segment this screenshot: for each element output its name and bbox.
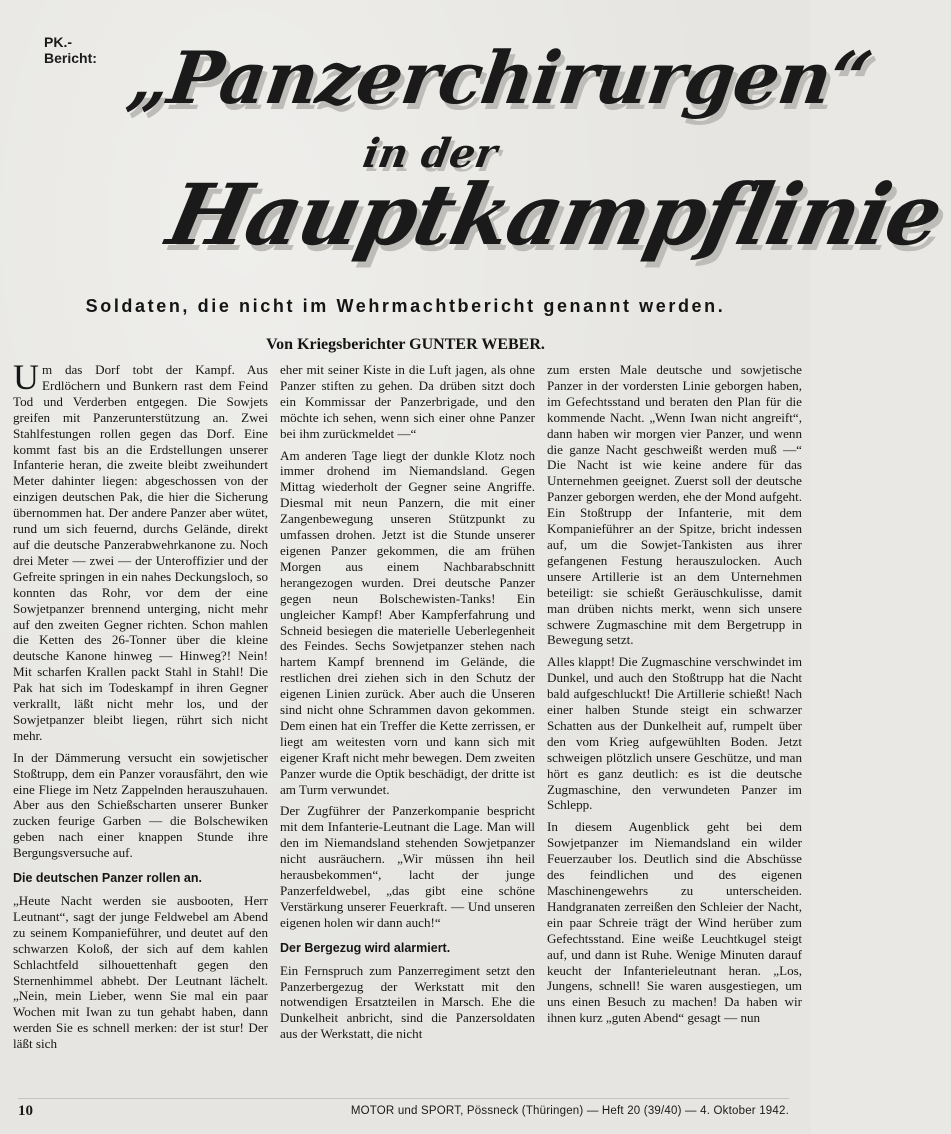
byline: Von Kriegsberichter GUNTER WEBER.	[266, 336, 545, 353]
paragraph: Der Zugführer der Panzerkompanie bespricht mit dem Infanterie-Leutnant die Lage. Man will den im Niemandsland stehenden Sowjetpanzer nicht ausräuchern. „Wir müssen ihn heil herausbekommen“, lacht der junge Panzerfeldwebel, „das gibt eine schöne Verstärkung unserer Feuerkraft. — Und unseren eigenen holen wir dann auch!“	[280, 803, 535, 930]
paragraph-text: m das Dorf tobt der Kampf. Aus Erdlöchern und Bunkern rast dem Feind Tod und Verderben entgegen. Die Sowjets greifen mit Panzerunterstützung an. Zwei Stahlfestungen rollen gegen das Dorf. Eine kommt fast bis an die Erdstellungen unserer Infanterie heran, die zweite bleibt zweihundert Meter dahinter liegen: abgeschossen von der einzigen deutschen Pak, die hier die Sicherung übernommen hat. Der andere Panzer aber wütet, rund um sich feuernd, durchs Gelände, direkt auf die deutsche Panzerabwehrkanone zu. Noch drei Meter — zwei — der Unteroffizier und der Gefreite springen in ein nahes Deckungsloch, so konnten das Rohr, vor dem der eine Sowjetpanzer brennend unterging, nicht mehr auf den zweiten Gegner richten. Schon mahlen die Ketten des 26-Tonner über die kleine deutsche Kanone hinweg — Hinweg?! Nein! Mit scharfen Krallen packt Stahl in Stahl! Die Pak hat sich im Todeskampf in ihren Gegner verkrallt, läßt nicht mehr los, und der Sowjetpanzer bleibt liegen, rührt sich nicht mehr.	[13, 362, 268, 743]
paragraph: eher mit seiner Kiste in die Luft jagen, als ohne Panzer stiften zu gehen. Da drüben sitzt doch ein Kommissar der Panzerbrigade, und den möchte ich sehen, wenn sich einer ohne Panzer bei ihm zurückmeldet —“	[280, 362, 535, 441]
paragraph: zum ersten Male deutsche und sowjetische Panzer in der vordersten Linie geborgen haben, im Gefechtsstand und beraten den Plan für die kommende Nacht. „Wenn Iwan nicht angreift“, dann haben wir morgen vier Panzer, und wenn die ganze Nacht geschweißt werden muß —“ Die Nacht ist wie keine andere für das Unternehmen geeignet. Zuerst soll der deutsche Panzer geborgen werden, ehe der Mond aufgeht. Ein Stoßtrupp der Infanterie, mit dem Kompanieführer an der Spitze, bricht indessen auf, um die Sowjet-Tankisten aus ihrer gefangenen Festung herauszulocken. Auch unsere Artillerie ist an dem Unternehmen beteiligt: sie schießt Geräuschkulisse, damit man drüben nichts merkt, wenn sich unsere schwere Zugmaschine mit dem Bergetrupp in Bewegung setzt.	[547, 362, 802, 648]
paragraph: Alles klappt! Die Zugmaschine verschwindet im Dunkel, und auch den Stoßtrupp hat die Nacht bald aufgeschluckt! Die Artillerie schießt! Nach einer halben Stunde steigt ein schwarzer Schatten aus der Dunkelheit auf, rumpelt über den vom Krieg aufgewühlten Boden. Jetzt schweigen plötzlich unsere Geschütze, und man hört es ganz deutlich: es ist die deutsche Zugmaschine, den verwundeten Panzer im Schlepp.	[547, 654, 802, 813]
paragraph	[13, 357, 268, 744]
section-heading: Die deutschen Panzer rollen an.	[13, 871, 202, 886]
paragraph: In diesem Augenblick geht bei dem Sowjetpanzer im Niemandsland ein wilder Feuerzauber los. Deutlich sind die Abschüsse des feindlichen und des eigenen Maschinengewehrs zu unterscheiden. Handgranaten zerreißen den Schleier der Nacht, ein paar Schreie trägt der Wind herüber zum Gefechtsstand. Eine weiße Leuchtkugel steigt auf, und dann ist Ruhe. Wenige Minuten darauf keucht der Infanterieleutnant heran. „Los, Jungens, schnell! Sie waren ausgestiegen, um uns einen Besuch zu machen! Da haben wir ihnen kurz „guten Abend“ gesagt — nun	[547, 819, 802, 1026]
page-footer	[18, 1098, 789, 1119]
text-column-2	[280, 362, 535, 1097]
publication-info: MOTOR und SPORT, Pössneck (Thüringen) — Heft 20 (39/40) — 4. Oktober 1942.	[350, 1105, 789, 1117]
section-heading: Der Bergezug wird alarmiert.	[280, 940, 451, 955]
headline-connector: in der	[359, 130, 501, 177]
text-column-1	[13, 357, 268, 1097]
headline: „Panzerchirurgen“	[122, 35, 877, 120]
article-subtitle: Soldaten, die nicht im Wehrmachtbericht genannt werden.	[85, 296, 726, 316]
paragraph: Am anderen Tage liegt der dunkle Klotz noch immer drohend im Niemandsland. Gegen Mittag wiederholt der Gegner seine Angriffe. Diesmal mit neun Panzern, die mit einer Zangenbewegung unseren Stützpunkt zu umfassen drohen. Jetzt ist die Stunde unserer eigenen Panzer gekommen, die am frühen Morgen aus einem Nachbarabschnitt herangezogen wurden. Drei deutsche Panzer gegen neun Bolschewisten-Tanks! Ein ungleicher Kampf! Aber Kampferfahrung und Schneid besiegen die materielle Ueberlegenheit des Feindes. Sechs Sowjetpanzer stehen nach hartem Kampf brennend im Gelände, die restlichen drei ziehen sich in den Schutz der eigenen Linien zurück. Aber auch die Unseren sind nicht ohne Schrammen davon gekommen. Dem einen hat ein Treffer die Kette zerrissen, er liegt am weitesten vorn und kann sich mit eigener Kraft nicht mehr bewegen. Dem zweiten Panzer wurde die Optik beschädigt, der dritte ist am Turm verwundet.	[280, 447, 535, 797]
drop-cap: U	[13, 357, 39, 397]
report-type-label	[44, 34, 134, 66]
text-column-3	[547, 362, 802, 1097]
page-number: 10	[18, 1103, 33, 1119]
paragraph: „Heute Nacht werden sie ausbooten, Herr Leutnant“, sagt der junge Feldwebel am Abend zu seinem Kompanieführer, und deutet auf den schwarzen Koloß, der sich auf dem kahlen Schlachtfeld silhouettenhaft gegen den Sternenhimmel abhebt. Der Leutnant lächelt. „Nein, mein Lieber, wenn Sie mal ein paar Wochen mit Iwan zu tun gehabt haben, dann werden Sie es schnell merken: der ist stur! Der läßt sich	[13, 893, 268, 1052]
report-type-line2: Bericht:	[44, 50, 97, 66]
report-type-line1: PK.-	[44, 34, 72, 50]
headline-main: Hauptkampflinie	[159, 165, 950, 264]
paragraph: In der Dämmerung versucht ein sowjetischer Stoßtrupp, dem ein Panzer vorausfährt, den wie eine Fliege im Netz Zappelnden herauszuhauen. Aber aus den Schießscharten unserer Bunker zucken feurige Garben — die Bolschewiken geben nach einer knappen Stunde ihre Bergungsversuche auf.	[13, 749, 268, 861]
paragraph: Ein Fernspruch zum Panzerregiment setzt den Panzerbergezug der Werkstatt mit den notwendigen Ersatzteilen in Marsch. Ehe die Dunkelheit anbricht, sind die Panzersoldaten aus der Werkstatt, die nicht	[280, 962, 535, 1042]
